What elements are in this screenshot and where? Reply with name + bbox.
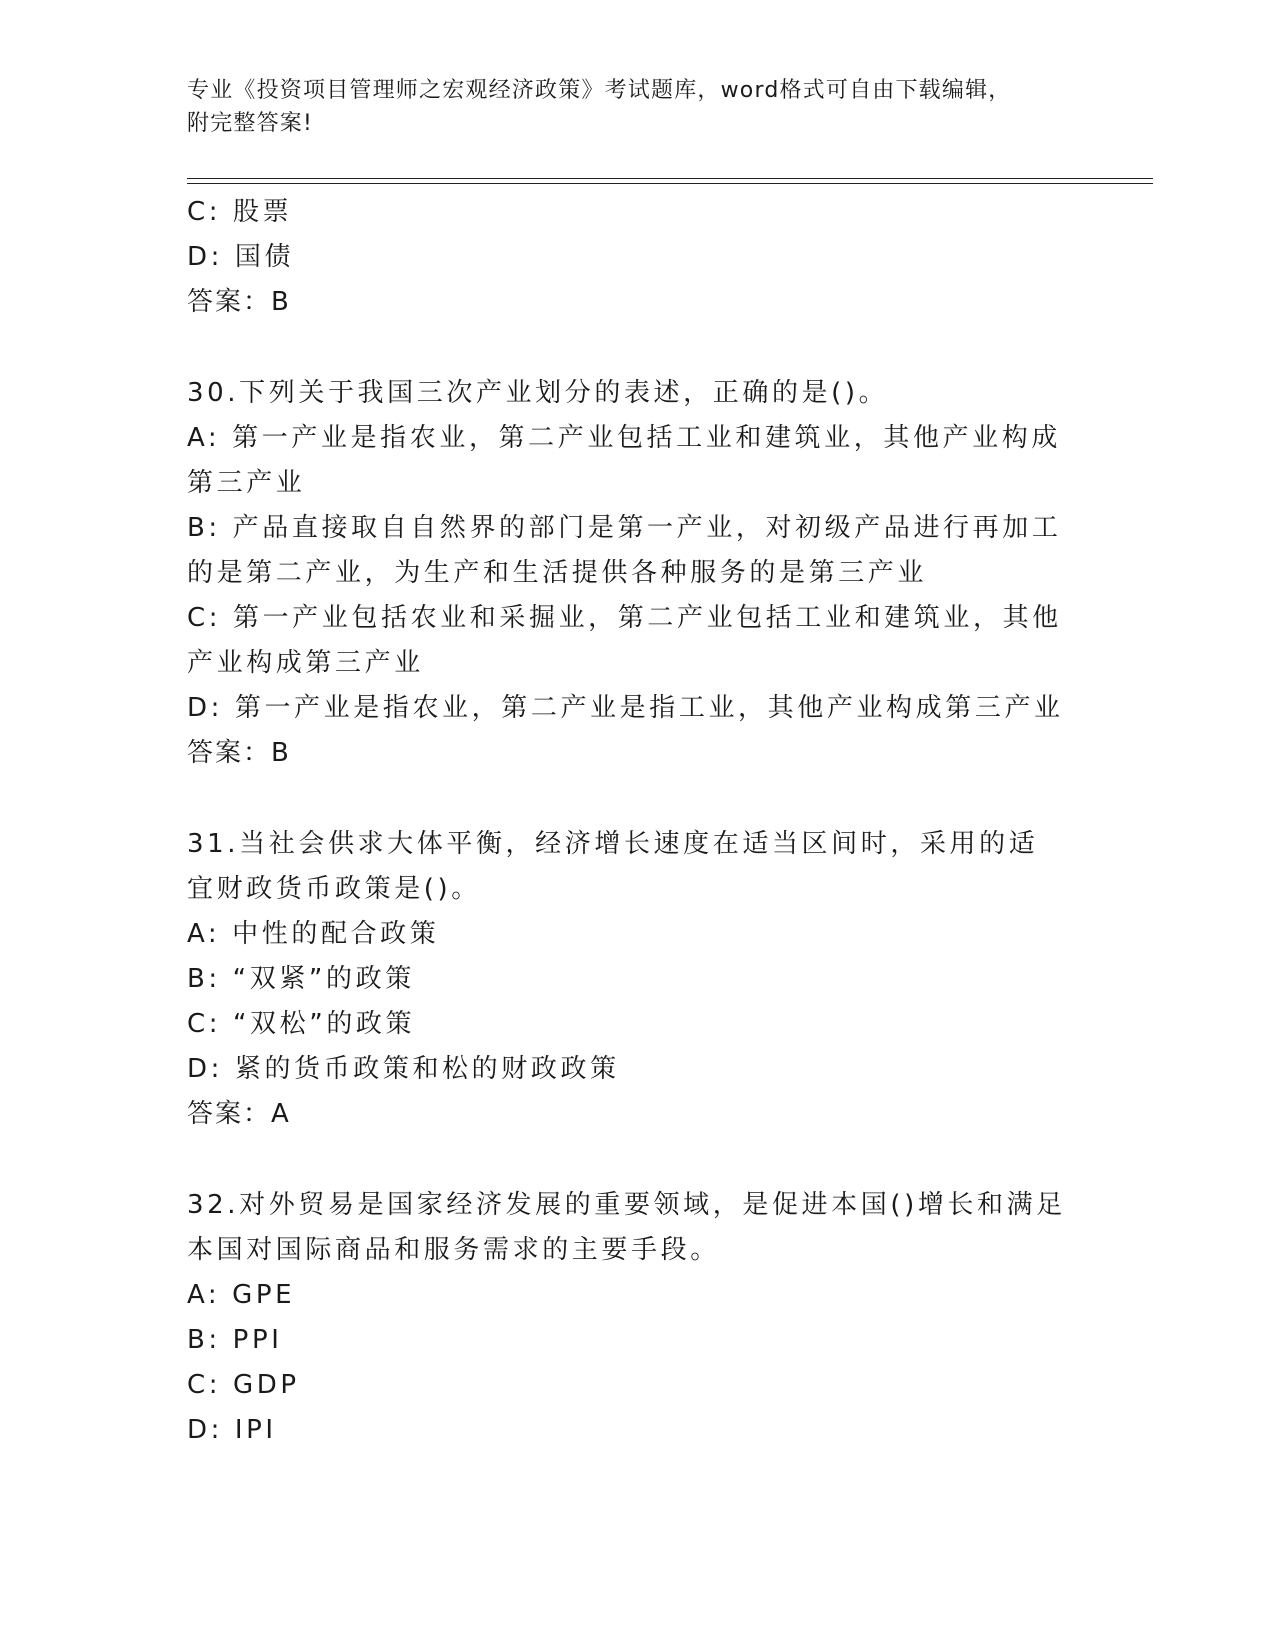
answer-line: 答案：B — [187, 287, 291, 317]
option-a: A: 中性的配合政策 — [187, 919, 440, 949]
option-d: D: 国债 — [187, 242, 295, 272]
question-31 — [187, 822, 1067, 1137]
question-stem: 31.当社会供求大体平衡，经济增长速度在适当区间时，采用的适宜财政货币政策是()。 — [187, 829, 1039, 904]
option-a: A: 第一产业是指农业，第二产业包括工业和建筑业，其他产业构成第三产业 — [187, 423, 1061, 498]
option-b: B: 产品直接取自自然界的部门是第一产业，对初级产品进行再加工的是第二产业，为生产和生活提供各种服务的是第三产业 — [187, 513, 1062, 588]
header-line-1: 专业《投资项目管理师之宏观经济政策》考试题库，word格式可自由下载编辑， — [187, 78, 1012, 103]
answer-line: 答案：A — [187, 1099, 291, 1129]
option-d: D: 第一产业是指农业，第二产业是指工业，其他产业构成第三产业 — [187, 693, 1064, 723]
option-c: C: GDP — [187, 1370, 300, 1400]
option-a: A: GPE — [187, 1280, 296, 1310]
option-c: C: 第一产业包括农业和采掘业，第二产业包括工业和建筑业，其他产业构成第三产业 — [187, 603, 1062, 678]
option-c: C: “双松”的政策 — [187, 1009, 416, 1039]
question-stem: 32.对外贸易是国家经济发展的重要领域，是促进本国()增长和满足本国对国际商品和服务需求的主要手段。 — [187, 1190, 1066, 1265]
question-32 — [187, 1183, 1067, 1453]
option-c: C: 股票 — [187, 197, 293, 227]
question-stem: 30.下列关于我国三次产业划分的表述，正确的是()。 — [187, 378, 889, 408]
header-divider-top — [187, 178, 1153, 179]
option-b: B: “双紧”的政策 — [187, 964, 415, 994]
question-content — [187, 190, 1067, 1453]
option-d: D: IPI — [187, 1415, 277, 1445]
document-header — [187, 74, 1067, 140]
answer-line: 答案：B — [187, 738, 291, 768]
option-b: B: PPI — [187, 1325, 283, 1355]
option-d: D: 紧的货币政策和松的财政政策 — [187, 1054, 620, 1084]
question-29-tail — [187, 190, 1067, 325]
spacer — [187, 325, 1067, 371]
header-line-2: 附完整答案! — [187, 111, 314, 136]
header-divider-bottom — [187, 183, 1153, 184]
spacer — [187, 776, 1067, 822]
spacer — [187, 1137, 1067, 1183]
question-30 — [187, 371, 1067, 776]
